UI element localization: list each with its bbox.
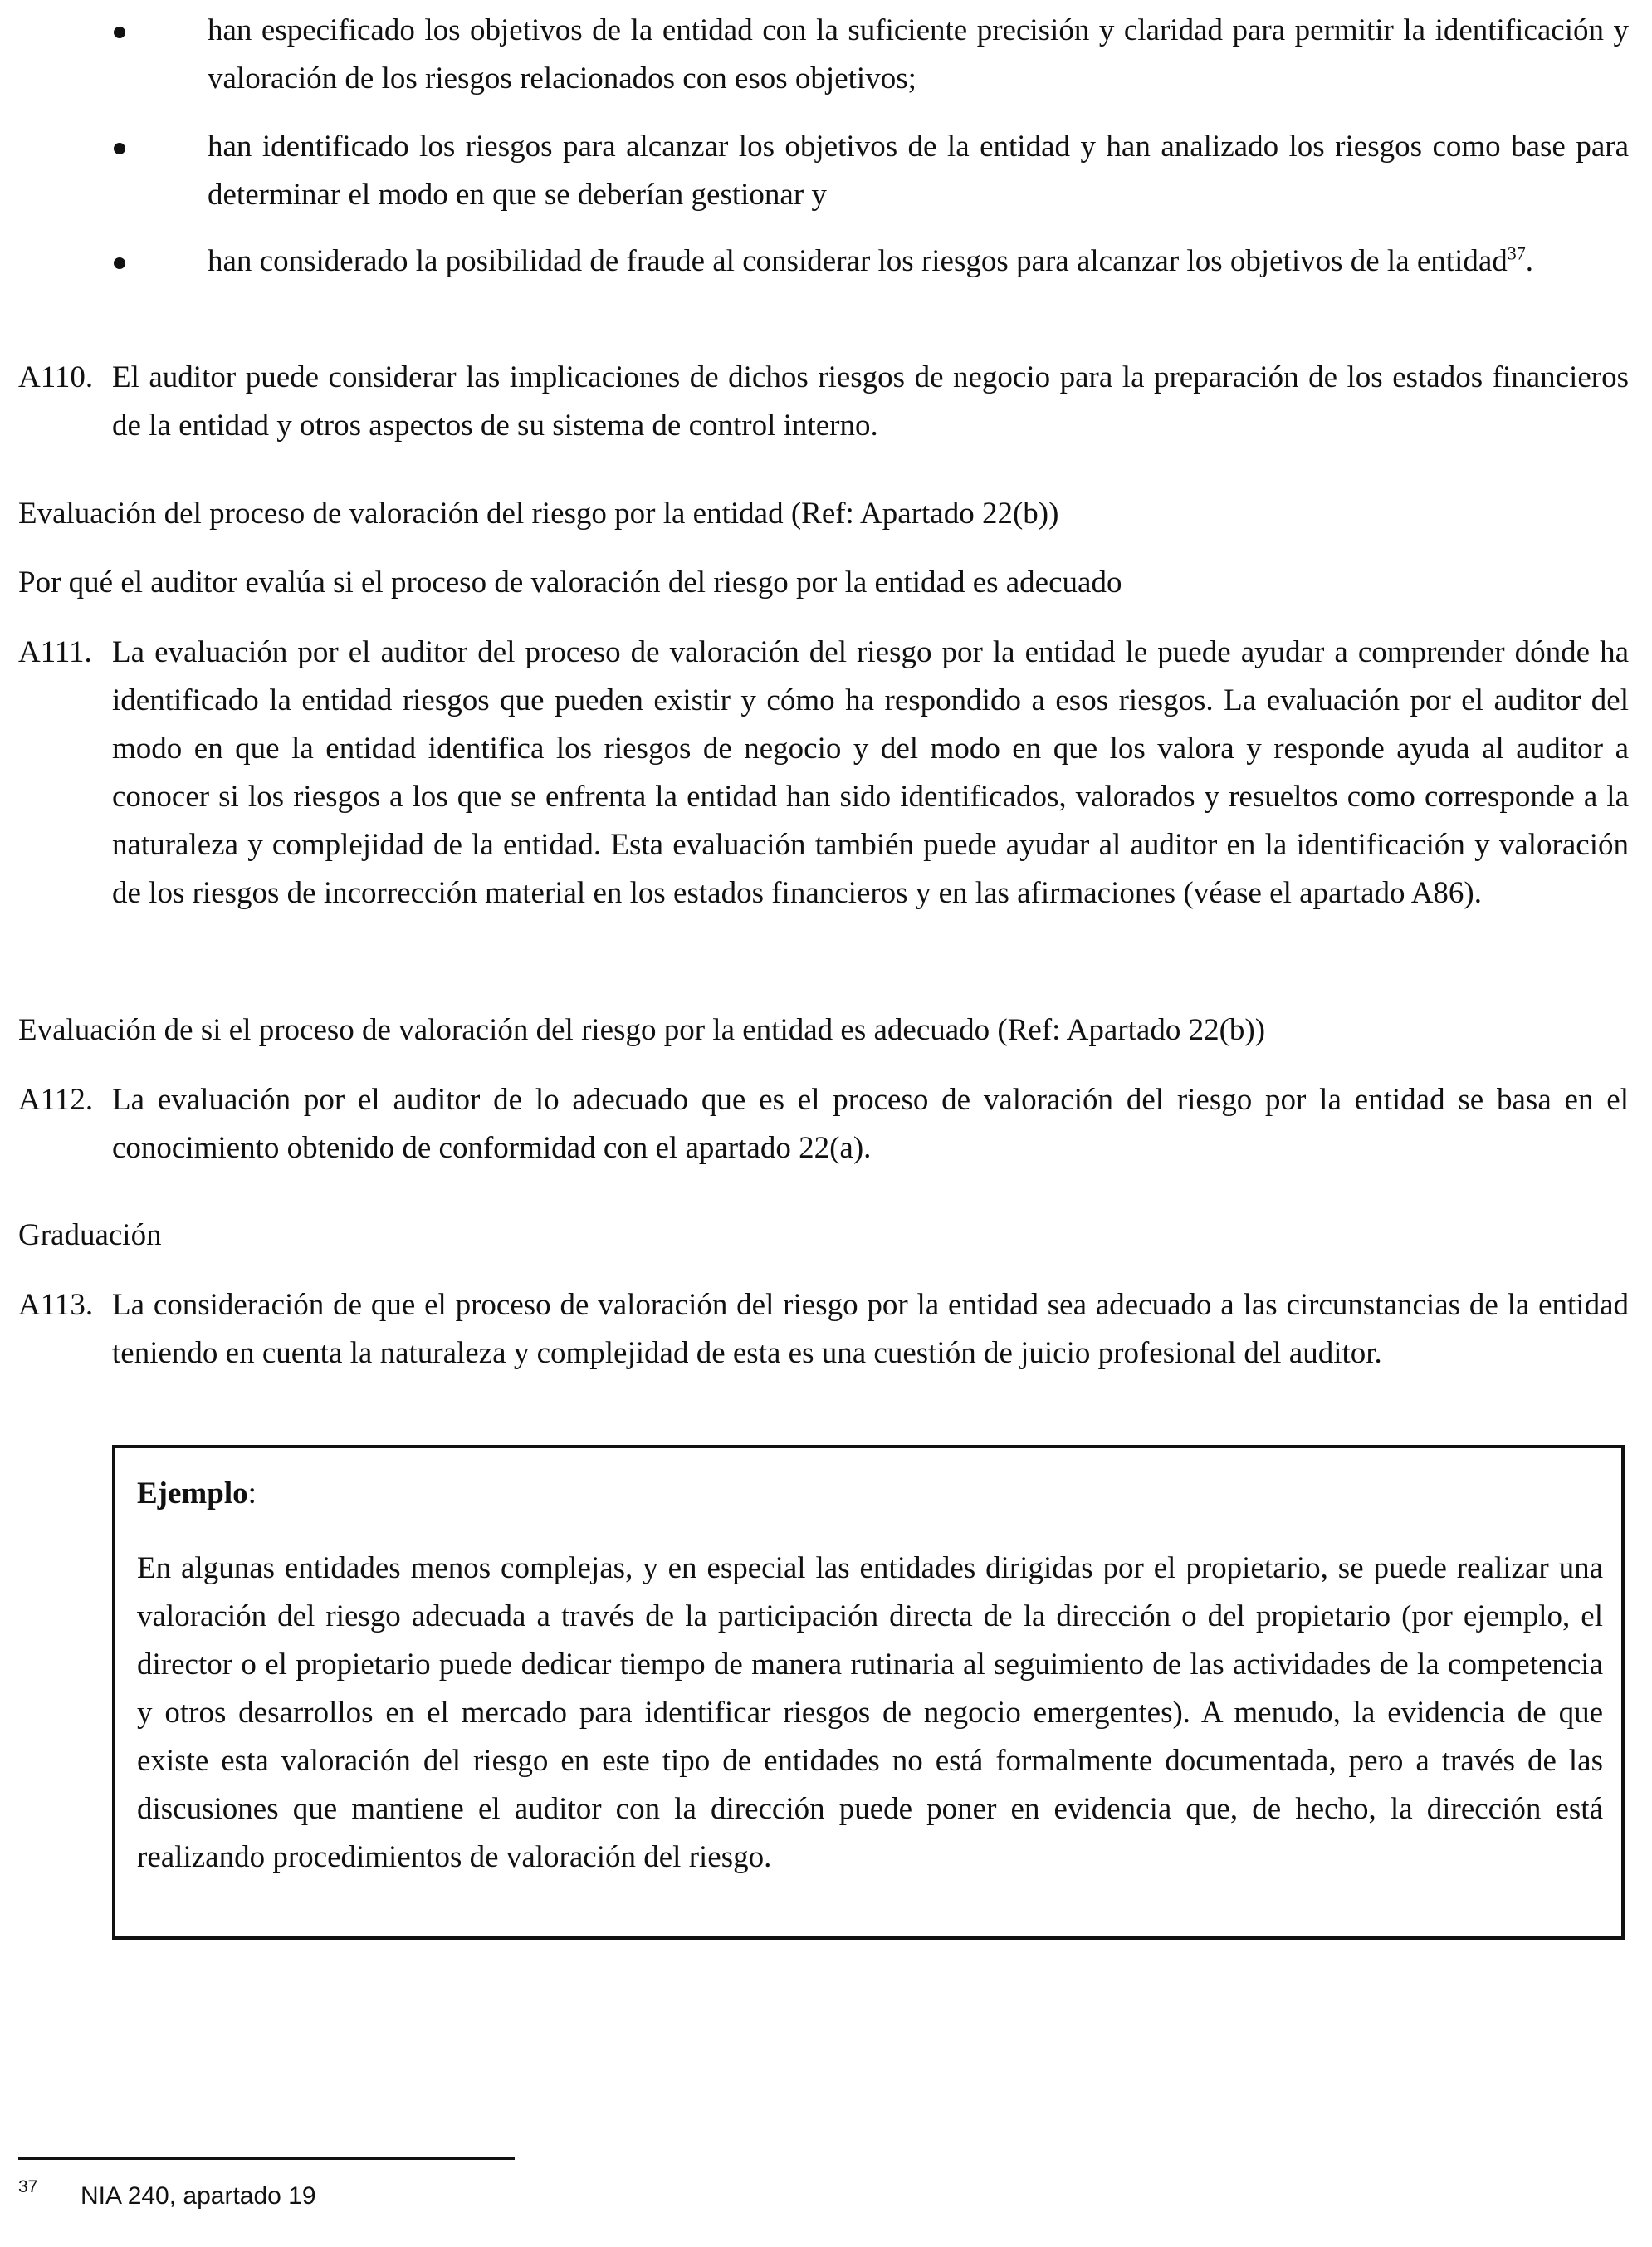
subsection-heading: Graduación [18,1218,162,1252]
example-title-colon: : [247,1476,257,1510]
paragraph-number: A113. [18,1288,94,1322]
paragraph-text: La evaluación por el auditor de lo adecuado que es el proceso de valoración del riesgo por la entidad se basa en el conocimiento obtenido de conformidad con el apartado 22(a). [112,1083,1629,1165]
footnote-number: 37 [18,2177,38,2196]
example-title [137,1470,257,1518]
example-text: En algunas entidades menos complejas, y en especial las entidades dirigidas por el propietario, se puede realizar una valoración del riesgo adecuada a través de la participación directa de la dirección o del propietario (por ejemplo, el director o el propietario puede dedicar tiempo de manera rutinaria al seguimiento de las actividades de la competencia y otros desarrollos en el mercado para identificar riesgos de negocio emergentes). A menudo, la evidencia de que existe esta valoración del riesgo en este tipo de entidades no está formalmente documentada, pero a través de las discusiones que mantiene el auditor con la dirección puede poner en evidencia que, de hecho, la dirección está realizando procedimientos de valoración del riesgo. [137,1551,1603,1874]
paragraph-text: La consideración de que el proceso de valoración del riesgo por la entidad sea adecuado a las circunstancias de la entidad teniendo en cuenta la naturaleza y complejidad de esta es una cuestión de juicio profesional del auditor. [112,1288,1629,1370]
subsection-heading: Evaluación de si el proceso de valoración del riesgo por la entidad es adecuado (Ref: Apartado 22(b)) [18,1013,1266,1047]
bullet-text: han identificado los riesgos para alcanzar los objetivos de la entidad y han analizado los riesgos como base para determinar el modo en que se deberían gestionar y [208,130,1629,212]
bullet-dot-icon [114,27,125,38]
bullet-dot-icon [114,143,125,154]
bullet-dot-icon [114,257,125,269]
bullet-text-body: han considerado la posibilidad de fraude al considerar los riesgos para alcanzar los objetivos de la entidad [208,244,1508,278]
footnote-text: NIA 240, apartado 19 [81,2182,316,2210]
example-title-label: Ejemplo [137,1476,248,1510]
paragraph-number: A111. [18,635,92,669]
paragraph-number: A112. [18,1083,94,1117]
example-box [112,1445,1625,1940]
bullet-text-trailing: . [1525,244,1534,278]
subsection-heading: Por qué el auditor evalúa si el proceso de valoración del riesgo por la entidad es adecuado [18,565,1122,600]
bullet-text: han especificado los objetivos de la entidad con la suficiente precisión y claridad para permitir la identificación y valoración de los riesgos relacionados con esos objetivos; [208,13,1629,95]
section-heading: Evaluación del proceso de valoración del riesgo por la entidad (Ref: Apartado 22(b)) [18,497,1059,531]
paragraph-text: El auditor puede considerar las implicaciones de dichos riesgos de negocio para la preparación de los estados financieros de la entidad y otros aspectos de su sistema de control interno. [112,360,1629,443]
footnote-divider [18,2157,515,2160]
bullet-text [208,237,1629,286]
paragraph-number: A110. [18,360,94,394]
paragraph-text: La evaluación por el auditor del proceso de valoración del riesgo por la entidad le puede ayudar a comprender dónde ha identificado la entidad riesgos que pueden existir y cómo ha respondido a esos riesgos. La evaluación por el auditor del modo en que la entidad identifica los riesgos de negocio y del modo en que los valora y responde ayuda al auditor a conocer si los riesgos a los que se enfrenta la entidad han sido identificados, valorados y resueltos como corresponde a la naturaleza y complejidad de la entidad. Esta evaluación también puede ayudar al auditor en la identificación y valoración de los riesgos de incorrección material en los estados financieros y en las afirmaciones (véase el apartado A86). [112,635,1629,910]
footnote-reference[interactable]: 37 [1507,242,1526,264]
